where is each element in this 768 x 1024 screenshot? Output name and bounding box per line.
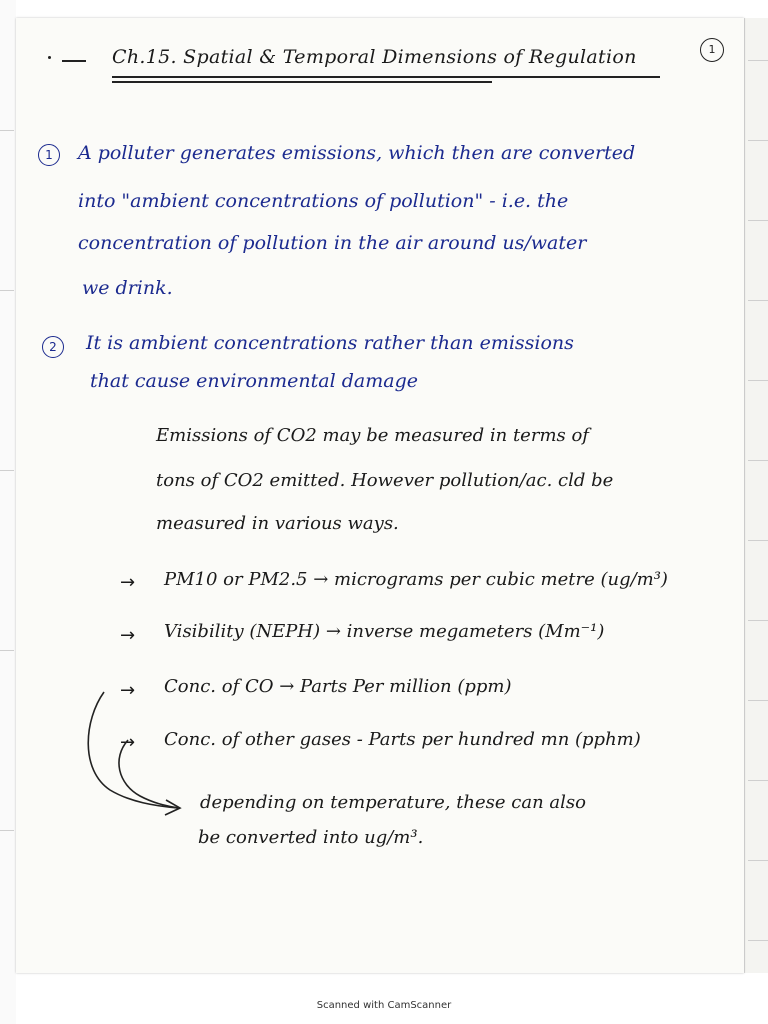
point-text-line: It is ambient concentrations rather than emissions	[86, 332, 574, 354]
list-arrow: →	[120, 732, 136, 753]
point-text-line: we drink.	[82, 277, 173, 299]
point-text-line: A polluter generates emissions, which then are converted	[78, 142, 636, 164]
scanner-watermark: Scanned with CamScanner	[316, 1000, 452, 1011]
explanation-line: tons of CO2 emitted. However pollution/ac. cld be	[156, 470, 614, 491]
list-arrow: →	[120, 572, 136, 593]
point-number-badge: 1	[38, 144, 60, 166]
explanation-line: measured in various ways.	[156, 513, 399, 534]
page-number-badge: 1	[700, 38, 724, 62]
list-arrow: →	[120, 680, 136, 701]
conclusion-line: be converted into ug/m³.	[198, 827, 424, 848]
point-text-line: concentration of pollution in the air around us/water	[78, 232, 587, 254]
conclusion-line: depending on temperature, these can also	[200, 792, 586, 813]
point-number-badge: 2	[42, 336, 64, 358]
measure-item: Conc. of other gases - Parts per hundred mn (pphm)	[164, 729, 641, 750]
measure-item: Visibility (NEPH) → inverse megameters (Mm⁻¹)	[164, 621, 605, 642]
list-arrow: →	[120, 625, 136, 646]
measure-item: Conc. of CO → Parts Per million (ppm)	[164, 676, 512, 697]
explanation-line: Emissions of CO2 may be measured in terms of	[156, 425, 589, 446]
measure-item: PM10 or PM2.5 → micrograms per cubic metre (ug/m³)	[164, 569, 668, 590]
page-title: Ch.15. Spatial & Temporal Dimensions of Regulation	[112, 46, 637, 68]
point-text-line: that cause environmental damage	[90, 370, 418, 392]
point-text-line: into "ambient concentrations of pollution" - i.e. the	[78, 190, 569, 212]
